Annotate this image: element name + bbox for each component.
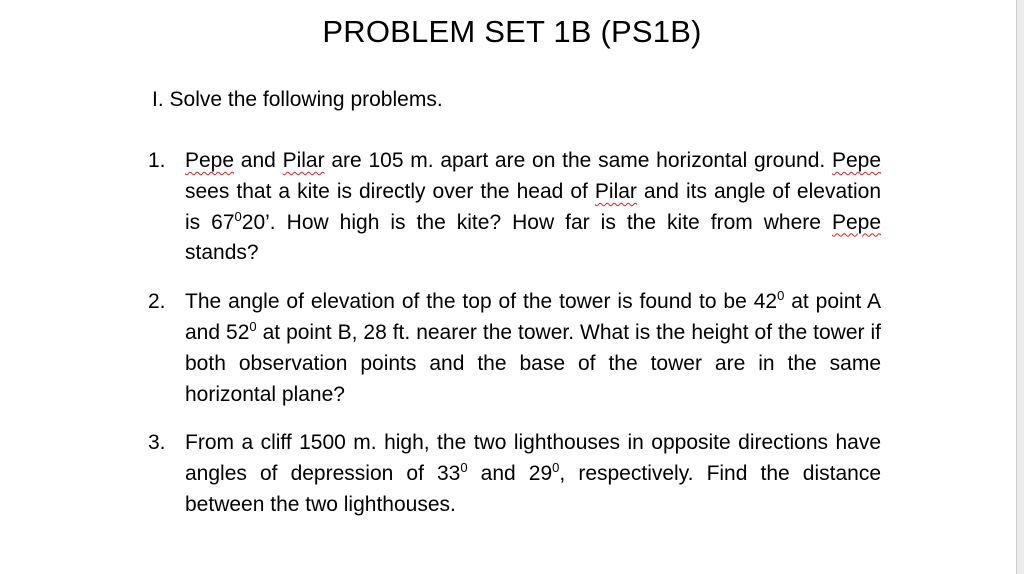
degree-superscript: 0 [234,208,242,224]
problem-list [143,146,881,521]
problem-text: are 105 m. apart are on the same horizontal ground. [324,149,832,172]
problem-text: 20’. How high is the kite? How far is the kite from where [241,210,832,234]
problem-text: and [234,149,283,172]
problem-text: stands? [185,241,259,265]
problem-text: , respectively. Find the distance between the two lighthouses. [185,462,881,516]
degree-superscript: 0 [249,318,257,334]
degree-superscript: 0 [777,288,785,304]
page-title: PROBLEM SET 1B (PS1B) [322,14,702,49]
window-right-edge [1016,0,1024,574]
problem-text: and its angle of elevation is 67 [185,179,881,234]
problem-text: and 29 [467,462,553,486]
misspelled-name-pilar: Pilar [282,149,325,172]
problem-number: 3. [148,431,166,455]
problem-1 [143,146,881,269]
problem-text: at point B, 28 ft. nearer the tower. What is the height of the tower if both observation points and the base of the tower are in the same horizontal plane? [185,320,881,406]
problem-2 [143,287,881,410]
misspelled-name-pepe: Pepe [831,210,882,234]
problem-text: sees that a kite is directly over the head of [185,179,595,203]
problem-text: From a cliff 1500 m. high, the two lighthouses in opposite directions have angles of depression of 33 [185,431,881,486]
degree-superscript: 0 [460,460,468,476]
degree-superscript: 0 [552,460,560,476]
problem-number: 1. [148,149,166,172]
misspelled-name-pepe: Pepe [831,149,881,172]
problem-text: at point A and 52 [185,290,882,344]
misspelled-name-pepe: Pepe [185,149,235,172]
problem-number: 2. [148,290,166,314]
misspelled-name-pilar: Pilar [594,179,637,203]
problem-text: The angle of elevation of the top of the tower is found to be 42 [185,290,778,314]
instruction-text: I. Solve the following problems. [152,88,443,111]
problem-3 [143,428,881,520]
